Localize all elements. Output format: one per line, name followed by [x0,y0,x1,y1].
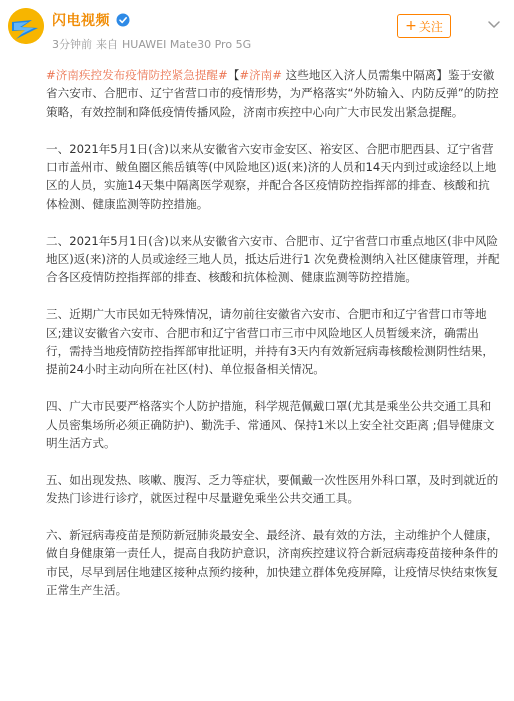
hashtag-link[interactable]: #济南疾控发布疫情防控紧急提醒# [46,68,228,82]
follow-label: 关注 [418,19,443,34]
paragraph-1: 一、2021年5月1日(含)以来从安徽省六安市金安区、裕安区、合肥市肥西县、辽宁省营口市盖州市、鲅鱼圈区熊岳镇等(中风险地区)返(来)济的人员和14天内到过或途经以上地区的人员，实施14天集中隔离医学观察，并配合各区疫情防控指挥部的排查、核酸和抗体检测、健康监测等防控措施。 [46,141,497,211]
intro-bracket: 【 [227,68,240,82]
author-row [52,10,130,30]
chevron-down-icon[interactable] [486,16,502,32]
source-prefix: 来自 [96,38,118,51]
verified-badge-icon [116,13,130,27]
plus-icon: + [405,18,417,34]
source-device: HUAWEI Mate30 Pro 5G [122,38,252,51]
post-meta [52,36,255,52]
post-intro [46,66,500,121]
paragraph-3: 三、近期广大市民如无特殊情况，请勿前往安徽省六安市、合肥市和辽宁省营口市等地区;建议安徽省六安市、合肥市和辽宁省营口市三市中风险地区人员暂缓来济，确需出行，需持当地疫情防控指挥部审批证明，并持有3天内有效新冠病毒核酸检测阴性结果，提前24小时主动向所在社区(村)、单位报备相关情况。 [46,307,494,377]
post-time: 3分钟前 [52,38,92,51]
post-body [46,66,500,618]
intro-text: 这些地区入济人员需集中隔离】鉴于安徽省六安市、合肥市、辽宁省营口市的疫情形势，为严格落实“外防输入、内防反弹”的防控策略，有效控制和降低疫情传播风险，济南市疾控中心向广大市民发出紧急提醒。 [46,68,499,119]
author-name[interactable]: 闪电视频 [52,13,110,29]
paragraph-5: 五、如出现发热、咳嗽、腹泻、乏力等症状，要佩戴一次性医用外科口罩，及时到就近的发热门诊进行诊疗，就医过程中尽量避免乘坐公共交通工具。 [46,472,499,506]
paragraph-2: 二、2021年5月1日(含)以来从安徽省六安市、合肥市、辽宁省营口市重点地区(非中风险地区)返(来)济的人员或途经三地人员，抵达后进行1 次免费检测纳入社区健康管理，并配合各区疫情防控指挥部的排查、核酸和抗体检测、健康监测等防控措施。 [46,233,500,285]
follow-button[interactable] [397,14,451,38]
hashtag-link[interactable]: #济南# [239,68,282,82]
paragraph-4: 四、广大市民要严格落实个人防护措施，科学规范佩戴口罩(尤其是乘坐公共交通工具和人员密集场所必须正确防护)、勤洗手、常通风、保持1米以上安全社交距离 ;倡导健康文明生活方式。 [46,399,495,451]
avatar[interactable] [8,8,44,44]
lightning-logo-icon [8,8,44,44]
paragraph-6: 六、新冠病毒疫苗是预防新冠肺炎最安全、最经济、最有效的方法，主动维护个人健康，做自身健康第一责任人，提高自我防护意识，济南疾控建议符合新冠病毒疫苗接种条件的市民，尽早到居住地建区接种点预约接种，加快建立群体免疫屏障，让疫情尽快结束恢复正常生产生活。 [46,528,499,598]
post-header [0,0,514,62]
